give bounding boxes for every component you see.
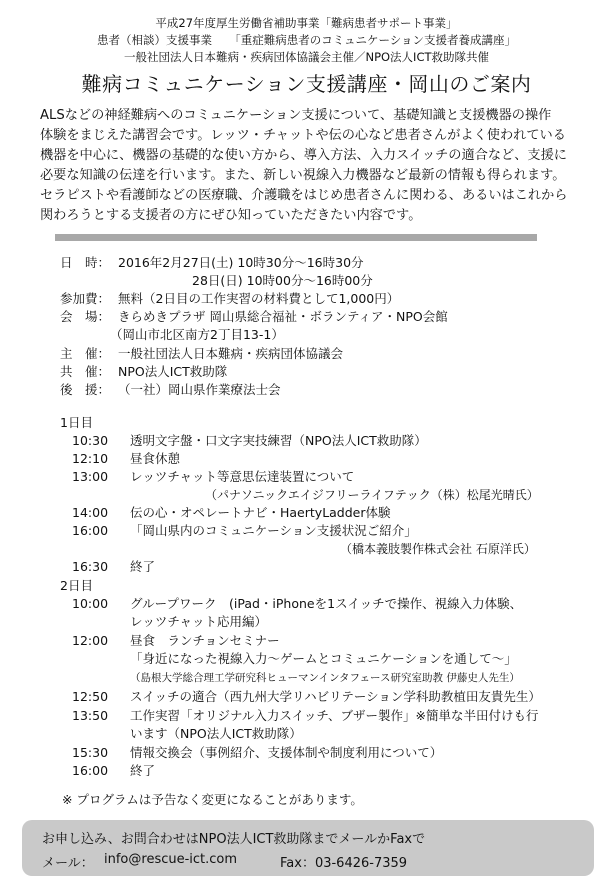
support-value: （一社）岡山県作業療法士会 <box>118 382 281 397</box>
venue-address: （岡山市北区南方2丁目13-1） <box>110 327 284 342</box>
organizer-value: 一般社団法人日本難病・疾病団体協議会 <box>118 346 344 361</box>
schedule-speaker: （橋本義肢製作株式会社 石原洋氏） <box>340 542 536 556</box>
schedule-text: 終了 <box>130 763 156 778</box>
header-line-2: 患者（相談）支援事業 「重症難病患者のコミュニケーション支援者養成講座」 <box>96 33 517 47</box>
venue-value: きらめきプラザ 岡山県総合福祉・ボランティア・NPO会館 <box>118 309 448 324</box>
email-address[interactable]: info@rescue-ict.com <box>104 852 238 867</box>
datetime-label: 日 時： <box>60 255 111 270</box>
schedule-time: 13:00 <box>72 469 109 484</box>
schedule-text: 透明文字盤・口文字実技練習（NPO法人ICT救助隊） <box>130 433 427 448</box>
schedule-text: 昼食 ランチョンセミナー <box>130 633 280 648</box>
venue-label: 会 場： <box>60 309 111 324</box>
schedule-text: グループワーク (iPad・iPhoneを1スイッチで操作、視線入力体験、 <box>130 596 523 611</box>
schedule-time: 15:30 <box>72 745 109 760</box>
schedule-time: 16:00 <box>72 763 109 778</box>
intro-line: 体験をまじえた講習会です。レッツ・チャットや伝の心など患者さんがよく使われている <box>40 128 566 143</box>
schedule-time: 12:50 <box>72 689 109 704</box>
header-line-1: 平成27年度厚生労働省補助事業「難病患者サポート事業」 <box>155 16 458 30</box>
contact-box <box>22 820 594 876</box>
schedule-text: 伝の心・オペレートナビ・HaertyLadder体験 <box>130 505 391 520</box>
section-divider <box>55 234 537 241</box>
schedule-time: 10:00 <box>72 596 109 611</box>
intro-paragraph <box>40 106 595 226</box>
day2-label: 2日目 <box>60 578 93 593</box>
schedule-text: 「岡山県内のコミュニケーション支援状況ご紹介」 <box>130 523 417 538</box>
email-label: メール： <box>42 856 94 871</box>
schedule-text: 工作実習「オリジナル入力スイッチ、ブザー製作」※簡単な半田付けも行 <box>130 708 539 723</box>
schedule-text: レッツチャット等意思伝達装置について <box>130 469 355 484</box>
cohost-value: NPO法人ICT救助隊 <box>118 364 228 379</box>
schedule-text: スイッチの適合（西九州大学リハビリテーション学科助教植田友貴先生） <box>130 689 541 704</box>
intro-line: 機器を中心に、機器の基礎的な使い方から、導入方法、入力スイッチの適合など、支援に <box>40 148 567 163</box>
schedule-text: 情報交換会（事例紹介、支援体制や制度利用について） <box>130 745 443 760</box>
schedule-speaker: （島根大学総合理工学研究科ヒューマンインタフェース研究室助教 伊藤史人先生） <box>130 672 520 684</box>
cohost-label: 共 催： <box>60 364 111 379</box>
schedule-time: 16:00 <box>72 523 109 538</box>
fee-label: 参加費： <box>60 291 111 306</box>
organizer-label: 主 催： <box>60 346 111 361</box>
schedule-text-cont: 「身近になった視線入力～ゲームとコミュニケーションを通して～」 <box>130 651 517 666</box>
schedule-time: 13:50 <box>72 708 109 723</box>
schedule-text-cont: います（NPO法人ICT救助隊） <box>130 726 302 741</box>
schedule-time: 16:30 <box>72 559 109 574</box>
fax-number: Fax：03-6426-7359 <box>280 856 408 871</box>
intro-line: ALSなどの神経難病へのコミュニケーション支援について、基礎知識と支援機器の操作 <box>40 108 552 123</box>
schedule-text: 昼食休憩 <box>130 451 181 466</box>
contact-heading: お申し込み、お問合わせはNPO法人ICT救助隊までメールかFaxで <box>42 832 426 847</box>
intro-line: セラピストや看護師などの医療職、介護職をはじめ患者さんに関わる、あるいはこれから <box>40 188 568 203</box>
datetime-line-2: 28日(日) 10時00分～16時00分 <box>192 273 373 288</box>
intro-line: 関わろうとする支援者の方にぜひ知っていただきたい内容です。 <box>40 208 422 223</box>
schedule-time: 12:10 <box>72 451 109 466</box>
fee-value: 無料（2日目の工作実習の材料費として1,000円） <box>118 291 400 306</box>
day1-label: 1日目 <box>60 415 93 430</box>
schedule-time: 12:00 <box>72 633 109 648</box>
intro-line: 必要な知識の伝達を行います。また、新しい視線入力機器など最新の情報も得られます。 <box>40 168 566 183</box>
schedule-time: 14:00 <box>72 505 109 520</box>
schedule-time: 10:30 <box>72 433 109 448</box>
schedule-speaker: （パナソニックエイジフリーライフテック（株）松尾光晴氏） <box>205 488 539 502</box>
schedule-text: 終了 <box>130 559 156 574</box>
header-line-3: 一般社団法人日本難病・疾病団体協議会主催／NPO法人ICT救助隊共催 <box>123 50 490 64</box>
page-title: 難病コミュニケーション支援講座・岡山のご案内 <box>81 72 532 96</box>
schedule-text-cont: レッツチャット応用編） <box>130 614 268 629</box>
datetime-line-1: 2016年2月27日(土) 10時30分～16時30分 <box>118 255 364 270</box>
change-notice: ※ プログラムは予告なく変更になることがあります。 <box>62 792 363 807</box>
support-label: 後 援： <box>60 382 111 397</box>
